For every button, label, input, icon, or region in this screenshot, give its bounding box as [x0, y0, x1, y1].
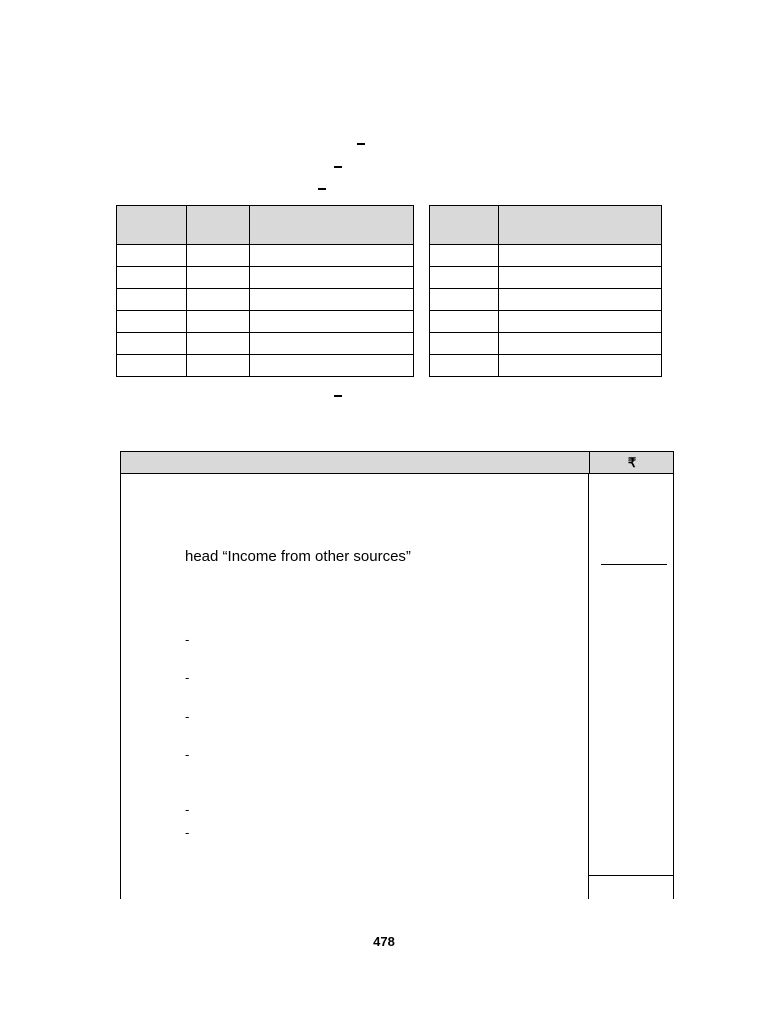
table-row — [117, 333, 414, 355]
left-border — [120, 474, 121, 899]
table-row — [117, 289, 414, 311]
table-cell — [250, 355, 414, 377]
table-cell — [117, 289, 187, 311]
table-cell — [430, 267, 499, 289]
table-cell — [499, 245, 662, 267]
table-cell — [117, 267, 187, 289]
table-cell — [430, 245, 499, 267]
table-cell — [250, 333, 414, 355]
page-number: 478 — [373, 934, 395, 949]
section-dash — [334, 395, 342, 397]
total-line — [588, 875, 674, 876]
table-header-row — [117, 206, 414, 245]
bullet-dash: - — [185, 825, 190, 840]
table-cell — [187, 333, 250, 355]
header-cell — [187, 206, 250, 245]
table-cell — [499, 333, 662, 355]
table-cell — [117, 311, 187, 333]
table-cell — [430, 311, 499, 333]
table-header-row — [430, 206, 662, 245]
header-cell — [499, 206, 662, 245]
table-row — [430, 267, 662, 289]
table-row — [430, 289, 662, 311]
right-blank-table — [429, 205, 662, 377]
table-cell — [187, 355, 250, 377]
left-blank-table — [116, 205, 414, 377]
subtotal-line — [601, 564, 667, 565]
table-cell — [187, 311, 250, 333]
table-cell — [250, 267, 414, 289]
bullet-dash: - — [185, 632, 190, 647]
table-cell — [250, 245, 414, 267]
table-cell — [117, 355, 187, 377]
right-border — [673, 474, 674, 899]
rupee-column-header: ₹ — [627, 455, 637, 470]
bullet-dash: - — [185, 670, 190, 685]
table-row — [117, 267, 414, 289]
table-row — [430, 311, 662, 333]
table-cell — [187, 267, 250, 289]
amount-column-divider — [588, 474, 589, 899]
computation-header — [120, 451, 674, 474]
table-cell — [499, 311, 662, 333]
table-row — [117, 311, 414, 333]
table-row — [430, 333, 662, 355]
bullet-dash: - — [185, 747, 190, 762]
header-cell — [430, 206, 499, 245]
table-row — [117, 245, 414, 267]
heading-dash-3 — [318, 188, 326, 190]
header-cell — [250, 206, 414, 245]
table-cell — [499, 289, 662, 311]
table-cell — [430, 355, 499, 377]
income-head-text: head “Income from other sources” — [185, 548, 411, 565]
heading-dash-1 — [357, 143, 365, 145]
table-cell — [430, 289, 499, 311]
table-row — [430, 245, 662, 267]
header-cell — [117, 206, 187, 245]
table-cell — [250, 289, 414, 311]
table-row — [430, 355, 662, 377]
table-cell — [187, 245, 250, 267]
heading-dash-2 — [334, 166, 342, 168]
table-cell — [430, 333, 499, 355]
computation-table — [120, 451, 674, 899]
bullet-dash: - — [185, 802, 190, 817]
table-cell — [187, 289, 250, 311]
table-cell — [499, 267, 662, 289]
table-cell — [117, 333, 187, 355]
table-cell — [250, 311, 414, 333]
bullet-dash: - — [185, 709, 190, 724]
table-cell — [499, 355, 662, 377]
table-cell — [117, 245, 187, 267]
table-row — [117, 355, 414, 377]
